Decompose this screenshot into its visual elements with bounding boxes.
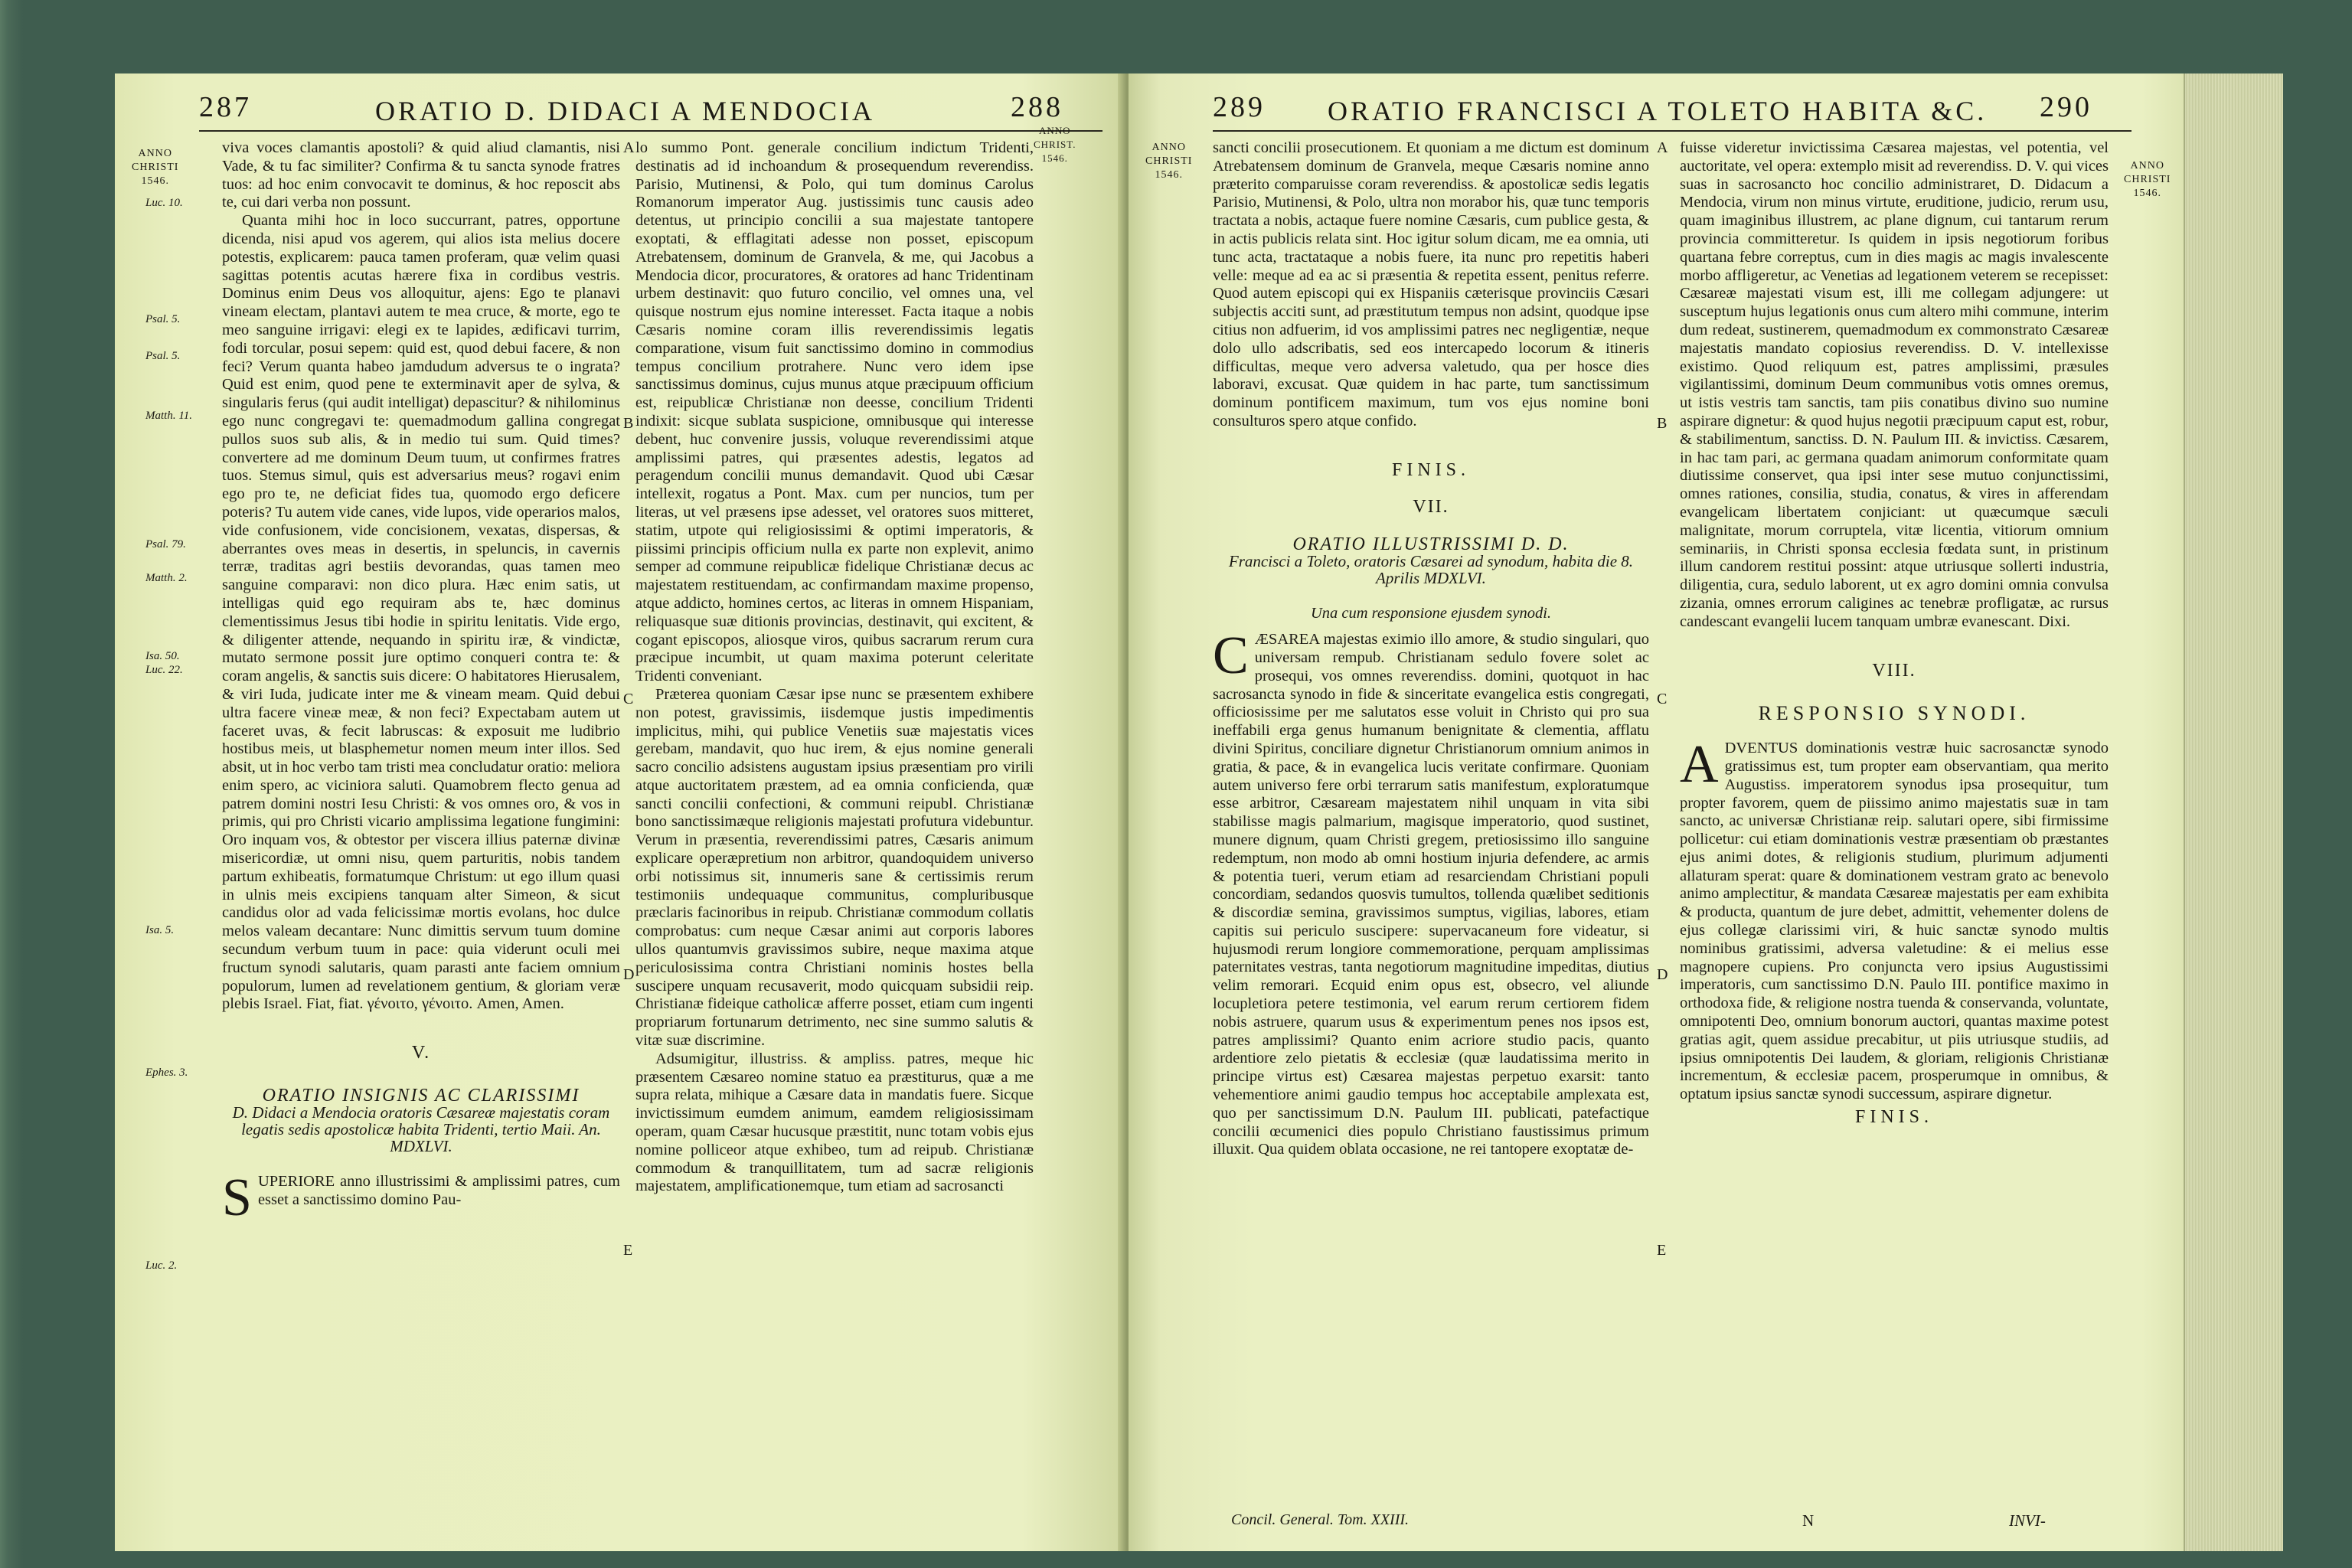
line-letter: E xyxy=(1657,1242,1667,1259)
heading-line-1: ORATIO ILLUSTRISSIMI D. D. xyxy=(1292,534,1570,555)
oration-heading xyxy=(1213,536,1649,586)
left-column-2 xyxy=(635,139,1034,1525)
page-number-287: 287 xyxy=(199,91,252,123)
paragraph: fuisse videretur invictissima Cæsarea majestas, vel potentia, vel auctoritate, vel opera: extemplo misit ad reverendiss. D. V. qui vices suas in sacrosancto hoc concilio administraret, D. Didacum a Mendocia, virum non minus virtute, eruditione, judicio, rerum usu, quam imaginibus illustrem, ac plane dignum, cui tantarum rerum provincia committeretur. Is quidem in ipsis negotiorum foribus quartana febre correptus, cum in dies magis ac magis invalescente morbo affligeretur, ac Venetias ad legationem veterem se recepisset: Cæsareæ majestati visum est, illi me collegam adjungere: ut susceptum hujus legationis onus cum altero mihi commune, interim dum redeat, sustinerem, quemadmodum ex commonstrato Cæsareæ majestatis mandato copiosius reverendiss. D. V. intellexisse existimo. Quod reliquum est, patres amplissimi, præsules vigilantissimi, dominum Deum communibus votis omnes oremus, ut istis vestris tam sanctis, tam piis conatibus divino suo numine aspirare dignetur: & quod hujus negotii præcipuum caput est, robur, & stabilimentum, sanctiss. D. N. Paulum III. & invictiss. Cæsarem, in hac tam pari, ac germana quadam animorum conformitate quam diutissime conservet, qua ipsi inter sese mutuo conjunctissimi, omnes rationes, consilia, studia, conatus, & vires in afferendam evangelicam libertatem conjiciant: ut quæcumque sæculi malignitate, morum corruptela, vitæ licentia, vitiorum omnium seminariis, in Christi sponsa ecclesia fœdata sunt, in pristinum illum candorem restitui possint: atque utriusque sollerti industria, diligentia, cura, sedulo laborent, ut ex agro domini omnia convulsa zizania, omnes errorum caligines ac tenebræ profligatæ, ac rursus candescant evangelii lucem tanquam umbræ evanescant. Dixi. xyxy=(1680,139,2109,630)
line-letter: D xyxy=(623,966,635,983)
margin-reference: Matth. 11. xyxy=(145,410,192,422)
line-letter: A xyxy=(623,139,635,156)
running-title-left: ORATIO D. DIDACI A MENDOCIA xyxy=(375,96,875,126)
page-number-290: 290 xyxy=(2040,91,2092,123)
anno-christi-right: ANNO CHRISTI 1546. xyxy=(2124,160,2171,199)
heading-line-2: D. Didaci a Mendocia oratoris Cæsareæ majestatis coram legatis sedis apostolicæ habita Tridenti, tertio Maii. An. MDXLVI. xyxy=(232,1103,610,1156)
margin-reference: Psal. 79. xyxy=(145,538,186,550)
opening-text: DVENTUS dominationis vestræ huic sacrosanctæ synodo gratissimus est, tum propter eam observantiam, qua merito Augustiss. imperatorem synodus ipsa prosequitur, tum propter favorem, quem de piissimo animo majestatis suæ in tam sancto, ac universæ Christianæ reip. salutari opere, sibi firmissime pollicetur: cui etiam dominationis vestræ præsentiam ob præstantes ejus animi dotes, & religionis studium, plurimum adjumenti allaturam sperat: quare & dominationem vestram grato ac benevolo animo amplectitur, & mandata Cæsareæ majestatis per eam exhibita & producta, quantum de jure debet, admittit, vehementer dolens de ejus collegæ clarissimi viri, & huic sanctæ synodo multis nominibus gratissimi, adversa valetudine: & ei melius esse magnopere cupiens. Pro conjuncta vero ipsius Augustissimi imperatoris, cum sanctissimo D.N. Paulo III. pontifice maximo in orthodoxa fide, & religione nostra tuenda & conservanda, voluntate, omnipotenti Deo, omnium bonorum auctori, quantas maxime potest gratias agit, quem assidue precabitur, ut piis utriusque studiis, ad ipsius omnipotentis Dei laudem, & gloriam, religionis Christianæ incrementum, & ecclesiæ pacem, prosperumque in omnibus, & optatum ipsius sanctæ synodi successum, aspirare dignetur. xyxy=(1680,740,2109,1103)
signature-mark: N xyxy=(1802,1511,1815,1530)
left-column-1 xyxy=(222,139,620,1525)
right-column-1 xyxy=(1213,139,1649,1525)
margin-reference: Psal. 5. xyxy=(145,350,181,362)
margin-reference: Isa. 5. xyxy=(145,924,175,936)
opening-paragraph xyxy=(1680,735,2109,1104)
margin-reference: Psal. 5. xyxy=(145,313,181,325)
footer-reference: Concil. General. Tom. XXIII. xyxy=(1231,1511,1410,1528)
paragraph: Quanta mihi hoc in loco succurrant, patres, opportune dicenda, nisi apud vos agerem, qui alios ista melius docere potestis, explicarem: pauca tamen proferam, quæ velim quasi sagittas potentis acutas hærere fixa in cordibus vestris. Dominus enim Deus vos alloquitur, ajens: Ego te planavi vineam electam, plantavi autem te mea cruce, & morte, ego te meo sanguine irrigavi: elegi ex te lapides, ædificavi turrim, fodi torcular, posui sepem: quid est, quod debui facere, & non feci? Verum quanta habeo jamdudum adversus te o ingrata? Quid est enim, quod pene te exterminavit aper de sylva, & singularis ferus (qui audit intelligat) depascitur? & nihilominus ego nunc congregavi te: quemadmodum gallina congregat pullos suos sub alis, & in medio tui sum. Quid times? convertere ad me dominum Deum tuum, ut confirmes fratres tuos. Stemus simul, quis est adversarius meus? rogavi enim ego pro te, ne deficiat fides tua, quomodo ergo deficere poteris? Tu autem vide canes, vide lupos, vide operarios malos, vide confusionem, vide concisionem, vexatas, dispersas, & aberrantes oves meas in desertis, in speluncis, in cavernis terræ, traditas agri bestiis devorandas, quas tamen meo sanguine comparavi: non dico plura. Hæc enim satis, ut intelligas quid ego requiram abs te, hæc dominus clementissimus Jesus tibi hodie in spiritu lenitatis. Vide ergo, & diligenter attende, nequando in spiritu iræ, & vindictæ, mutato sermone possit jure optimo conqueri contra te: & coram angelis, & sanctis suis dicere: O habitatores Hierusalem, & viri Iuda, judicate inter me & vineam meam. Quid debui ultra facere vineæ meæ, & non feci? Expectabam autem ut faceret uvas, & fecit labruscas: & exposuit me ludibrio hostibus meis, ut blasphemetur nomen meum inter illos. Sed absit, ut in hoc verbo tam tristi mea concludatur oratio: meliora enim spero, ac viciniora saluti. Quamobrem flecto genua ad patrem domini nostri Iesu Christi: & vos omnes oro, & vos in primis, qui pro Christi vicario amplissima legatione fungimini: Oro inquam vos, & obtestor per viscera illius paternæ divinæ misericordiæ, ut omni nisu, quem parturitis, nobis tandem partum exhibeatis, formatumque Christum: ut ego illum quasi in ulnis meis excipiens tanquam alter Simeon, & sicut candidus olor ad vada felicissimæ mortis evolans, hoc dulce melos valeam decantare: Nunc dimittis servum tuum domine secundum verbum tuum in pace: quia viderunt oculi mei fructum synodi salutaris, quam parasti ante faciem omnium populorum, lumen ad revelationem gentium, & gloriam veræ plebis Israel. Fiat, fiat. γένοιτο, γένοιτο. Amen, Amen. xyxy=(222,212,620,1013)
margin-reference: Matth. 2. xyxy=(145,572,188,584)
heading-line-1: ORATIO INSIGNIS AC CLARISSIMI xyxy=(262,1086,580,1106)
page-edges xyxy=(2184,74,2283,1551)
line-letter: D xyxy=(1657,966,1668,983)
paragraph: lo summo Pont. generale concilium indictum Tridenti, destinatis ad id inchoandum & prosequendum reverendiss. Parisio, Mutinensi, & Polo, qui tum dominus Carolus Romanorum imperator Aug. justissimis tunc causis adeo detentus, ut principio concilii a sua majestate tantopere exoptati, & efflagitati adesse non posset, episcopum Atrebatensem, dominum de Granvela, & me, qui Jacobus a Mendocia dicor, procuratores, & oratores ad hanc Tridentinam urbem destinavit: quo futuro concilio, vel omnes una, vel quisque nostrum ejus nomine interesset. Facta itaque a nobis Cæsaris nomine coram illis reverendissimis legatis comparatione, visum fuit sanctissimo domino in commodius tempus concilium protrahere. Nunc vero idem ipse sanctissimus dominus, cujus munus atque præcipuum officium est, reipublicæ Christianæ non deesse, concilium Tridenti indixit: sicque sublata suspicione, omnibusque qui interesse debent, huc convenire jussis, voluque reverendissimi atque amplissimi patres, qui præsentes adestis, legatos ad peragendum concilii munus demandavit. Quod ubi Cæsar intellexit, rogatus a Pont. Max. cum per nuncios, tum per literas, ut vel præsens ipse adesset, vel oratores suos mitteret, statim, utpote qui religiosissimi & optimi imperatoris, & piissimi principis officium nulla ex parte non explevit, animo semper ad commune reipublicæ fidelique Christianæ decus ac majestatem restituendam, ac confirmandam maxime propenso, atque addicto, homines certos, ac literas in omnem Hispaniam, reliquasque suæ ditionis provincias, destinavit, qui excitent, & cogant episcopos, aliosque viros, quibus sacrarum rerum cura præcipue incumbit, ut quam maxima poterunt celeritate Tridenti conveniant. xyxy=(635,139,1034,685)
header-rule xyxy=(1213,130,2132,132)
anno-christi-left: ANNO CHRISTI 1546. xyxy=(132,148,179,187)
line-letter: B xyxy=(1657,415,1668,432)
opening-text: ÆSAREA majestas eximio illo amore, & studio singulari, quo universam rempub. Christianam sedulo fovere solet ac prosequi, vos omnes reverendiss. domini, quotquot in hac sacrosancta synodo in fide & sinceritate evangelica estis congregati, officiosissime per me salutatos esse voluit in Christo qui pro sua ineffabili erga genus humanum benignitate & clementia, afflatu divini Spiritus, conciliare dignetur Christianorum omnium animos in gratia, & pace, & in evangelica lucis veritate confirmare. Quoniam autem universo fere orbi terrarum satis manifestum, exploratumque esse arbitror, Cæsaream majestatem nihil unquam in vita sibi stabilisse magis palmarium, magisque imperatorio, quod sustinet, munere dignum, quam Christi gregem, pretiosissimo illo sanguine redemptum, non modo ab omni hostium injuria defendere, ac armis & potentia tueri, verum etiam ad resarciendam Christiani populi concordiam, sedandos quosvis tumultos, tollenda quælibet seditionis & discordiæ semina, gravissimos sumptus, vigilias, labores, etiam capitis sui periculo suscipere: supervacaneum fore videatur, si hujusmodi rerum longiore commemoratione, perquam amplissimas paternitates vestras, tanta negotiorum magnitudine impeditas, diutius velim remorari. Ecquid enim opus est, obsecro, vel aliunde locupletiora petere testimonia, vel earum rerum certiorem fidem nobis astruere, quarum usus & experimentum penes nos ipsos est, patres amplissimi? Quanto enim acriore studio pacis, quanto ardentiore zelo pietatis & ecclesiæ (quæ laudatissima merito in principe virtus est) Cæsarea majestas perpetuo exarsit: tanto vehementiore animi gaudio tempus hoc acceptabile amplexata est, quo per sanctissimum D.N. Paulum III. publicati, patefactique concilii œcumenici dies populo Christiano faustissimus primum illuxit. Qua quidem oblata occasione, ne rei tantopere exoptatæ de- xyxy=(1213,631,1649,1158)
page-number-289: 289 xyxy=(1213,91,1266,123)
line-letter: C xyxy=(623,691,634,707)
paragraph: Adsumigitur, illustriss. & ampliss. patres, meque hic præsentem Cæsareo nomine statuo ea præstiturus, quæ a me supra relata, mihique a Cæsare data in mandatis fuere. Sicque invictissimum eumdem animum, eamdem religiosissimam operam, quam Cæsar hucusque præstitit, nunc totam vobis ejus nomine polliceor atque exhibeo, tum ad reipub. Christianæ commodum & tranquillitatem, tum ad sacræ religionis majestatem, amplificationemque, tum etiam ad sacrosancti xyxy=(635,1050,1034,1195)
margin-reference: Isa. 50. Luc. 22. xyxy=(145,650,183,676)
paragraph: sancti concilii prosecutionem. Et quoniam a me dictum est dominum Atrebatensem dominum de Granvela, meque Cæsaris nomine anno præterito comparuisse coram reverendiss. & apostolicæ sedis legatis Parisio, Mutinensi, & Polo, ultra non morabor his, quæ tunc temporis tractata a nobis, actaque fuere nomine Cæsaris, cum publice gesta, & in actis publicis relata sint. Hoc igitur solum dicam, me ea omnia, uti tunc acta, tractataque a nobis fuere, ita nunc pro repetitis haberi velle: meque ad ea ac si præsentia & repetita essent, penitus referre. Quod autem episcopi qui ex Hispaniis cæterisque provinciis Cæsari subjectis acciti sunt, ad præstitutum tempus non adsint, quodque ipse citius non adfuerim, id vos amplissimi patres nec negligentiæ, neque dolo ullo adscribatis, sed eos intercapedo locorum & itineris difficultas, meque vero adversa valetudo, qua per hosce dies laboravi, excusat. Quæ quidem in hac parte, tum sanctissimum dominum pontificem maximum, tum vos ejus nomine boni consulturos spero atque confido. xyxy=(1213,139,1649,430)
paragraph: Præterea quoniam Cæsar ipse nunc se præsentem exhibere non potest, gravissimis, iisdemque justis impedimentis implicitus, mihi, qui publice Venetiis suæ majestatis vices gerebam, mandavit, quo huc irem, & ejus nomine generali sacro concilio adsistens augustam ipsius præsentiam pro virili atque auctoritatem præstem, ad ea omnia conficienda, quæ sancti concilii confectioni, & communi reipubl. Christianæ bono sanctissimæque religionis majestati profutura videbuntur. Verum in præsentia, reverendissimi patres, Cæsaris animum explicare operæpretium non arbitror, quandoquidem universo orbi notissimus sit, innumeris sane & certissimis rerum testimoniis undequaque communitus, compluribusque præclaris facinoribus in reipub. Christianæ commodum collatis comprobatus: cum neque Cæsar animi aut corporis labores ullos quantumvis gravissimos subire, neque maxima atque periculosissima contra Christiani nominis hostes bella suscipere unquam recusaverit, modo quicquam subsidii reip. Christianæ fideique catholicæ afferre posset, etiam cum ingenti propriarum fortunarum detrimento, nec sine summo salutis & vitæ suæ discrimine. xyxy=(635,685,1034,1050)
catchword: INVI- xyxy=(2009,1511,2046,1530)
anno-christi-right: ANNO CHRIST. 1546. xyxy=(1034,125,1076,164)
paragraph: viva voces clamantis apostoli? & quid aliud clamantis, nisi Vade, & tu fac similiter? Confirma & tu sancta synode fratres tuos: ad hoc enim convocavit te dominus, & hoc reposcit abs te, cui dari verba non possunt. xyxy=(222,139,620,211)
running-head-left xyxy=(199,90,1102,133)
finis-mark: FINIS. xyxy=(1391,459,1470,480)
section-number: V. xyxy=(411,1043,431,1063)
heading-line-2: Francisci a Toleto, oratoris Cæsarei ad synodum, habita die 8. Aprilis MDXLVI. xyxy=(1228,552,1634,588)
drop-cap: A xyxy=(1680,735,1719,795)
opening-paragraph xyxy=(222,1168,620,1228)
opening-text: UPERIORE anno illustrissimi & amplissimi patres, cum esset a sanctissimo domino Pau- xyxy=(257,1173,620,1208)
responsio-title: RESPONSIO SYNODI. xyxy=(1758,702,2030,725)
line-letter: C xyxy=(1657,691,1668,707)
section-number: VIII. xyxy=(1872,660,1916,681)
line-letter: A xyxy=(1657,139,1668,156)
page-number-288: 288 xyxy=(1011,91,1063,123)
header-rule xyxy=(199,130,1102,132)
margin-reference: Luc. 10. xyxy=(145,197,183,209)
right-column-2 xyxy=(1680,139,2109,1525)
drop-cap: S xyxy=(222,1168,252,1228)
opening-paragraph xyxy=(1213,626,1649,1159)
drop-cap: C xyxy=(1213,626,1249,686)
finis-mark: FINIS. xyxy=(1854,1107,1933,1128)
line-letter: B xyxy=(623,415,634,432)
oration-heading xyxy=(222,1087,620,1155)
section-number: VII. xyxy=(1413,496,1449,517)
margin-reference: Ephes. 3. xyxy=(145,1067,188,1079)
line-letter: E xyxy=(623,1242,633,1259)
sub-heading: Una cum responsione ejusdem synodi. xyxy=(1310,605,1552,622)
margin-reference: Luc. 2. xyxy=(145,1259,178,1272)
running-title-right: ORATIO FRANCISCI A TOLETO HABITA &C. xyxy=(1328,96,1988,126)
right-page xyxy=(1129,74,2184,1551)
left-page xyxy=(115,74,1122,1551)
anno-christi-left: ANNO CHRISTI 1546. xyxy=(1145,142,1193,181)
running-head-right xyxy=(1213,90,2132,133)
